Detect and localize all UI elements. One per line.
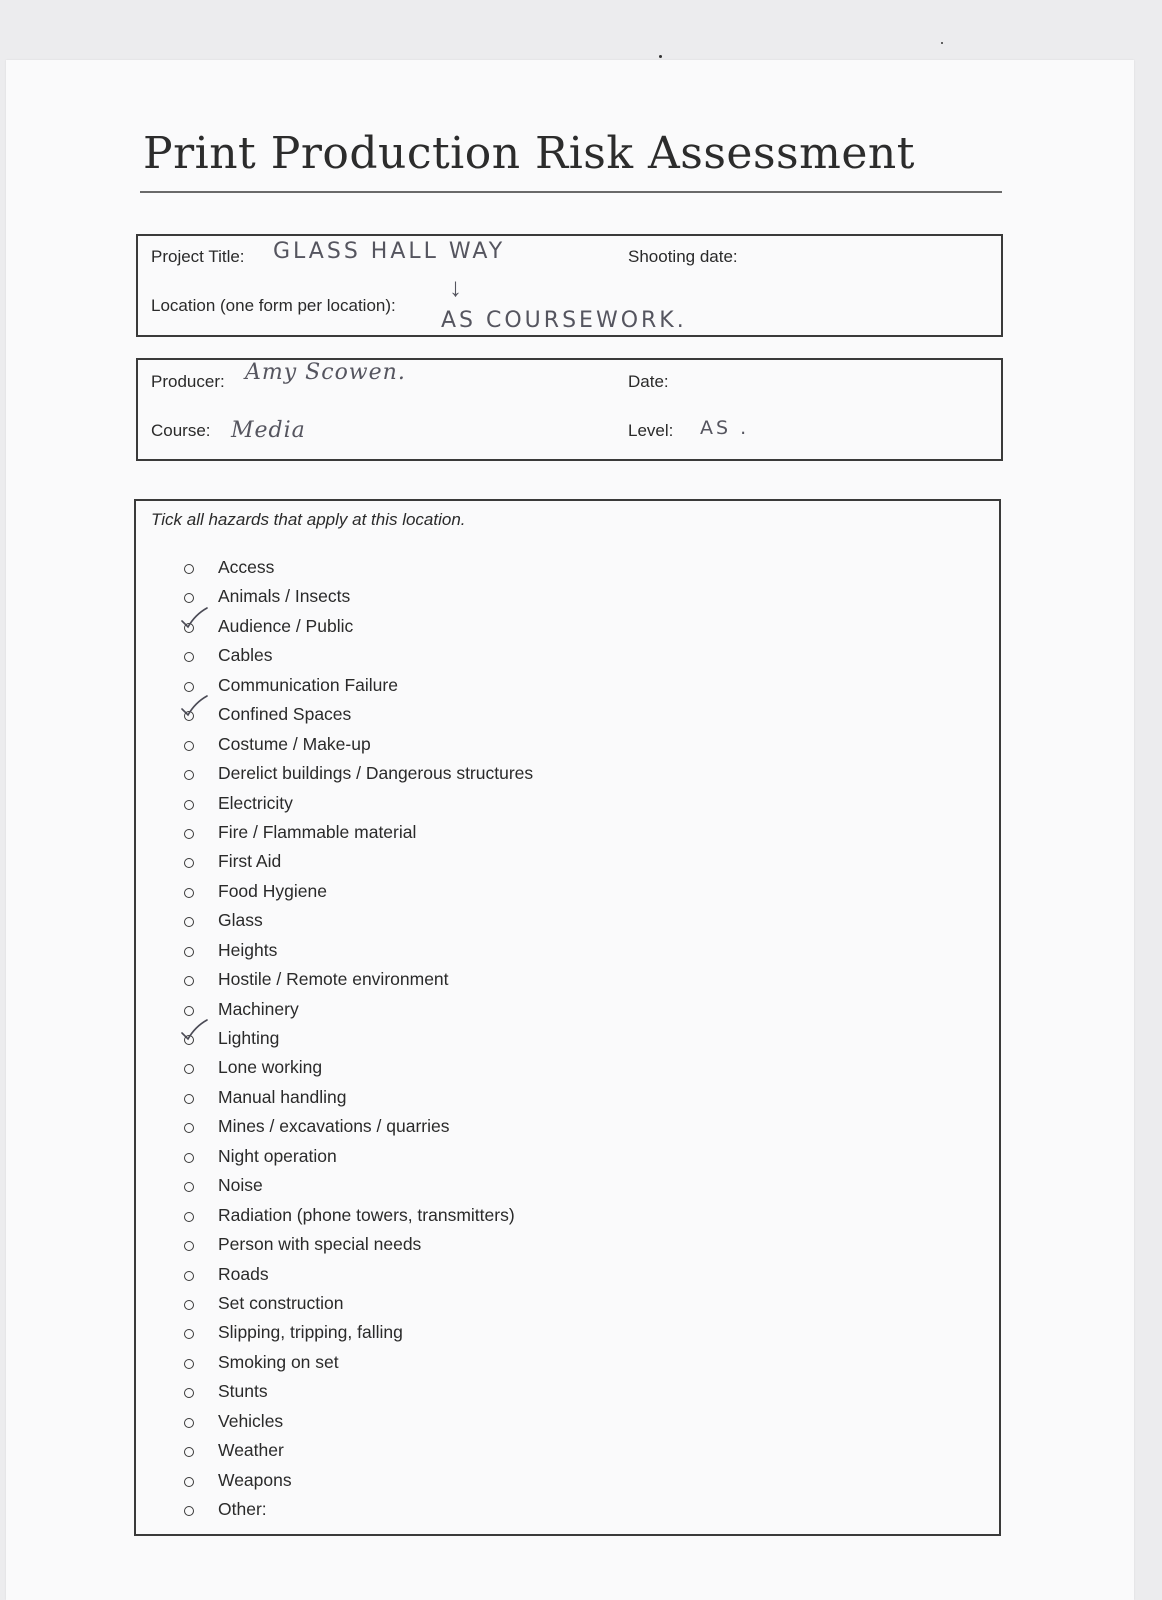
hazard-label: Weather <box>218 1440 284 1461</box>
hazard-label: Smoking on set <box>218 1351 339 1372</box>
location-label: Location (one form per location): <box>151 296 396 315</box>
checkbox-circle-icon[interactable] <box>184 1418 194 1428</box>
checkbox-circle-icon[interactable] <box>184 800 194 810</box>
hazard-label: Access <box>218 557 275 577</box>
checkmark-icon <box>180 694 208 718</box>
checkbox-circle-icon[interactable] <box>184 1477 194 1487</box>
hazard-label: Communication Failure <box>218 674 398 695</box>
checkbox-circle-icon[interactable] <box>184 888 194 898</box>
checkbox-circle-icon[interactable] <box>184 1153 194 1163</box>
checkbox-circle-icon[interactable] <box>184 1271 194 1281</box>
hazard-label: Confined Spaces <box>218 704 352 725</box>
checkbox-circle-icon[interactable] <box>184 1006 194 1016</box>
checkmark-icon <box>180 1018 208 1042</box>
arrow-down-icon: ↓ <box>449 272 462 302</box>
hazard-label: Glass <box>218 910 263 931</box>
hazard-label: Food Hygiene <box>218 880 327 901</box>
checkbox-circle-icon[interactable] <box>184 682 194 692</box>
hazard-label: First Aid <box>218 851 282 872</box>
hazard-label: Weapons <box>218 1469 292 1490</box>
hazard-label: Fire / Flammable material <box>218 821 417 842</box>
hazard-label: Vehicles <box>218 1410 284 1431</box>
checkbox-circle-icon[interactable] <box>184 947 194 957</box>
course-label: Course: <box>151 421 211 440</box>
hazard-label: Costume / Make-up <box>218 733 371 754</box>
hazard-label: Slipping, tripping, falling <box>218 1322 403 1343</box>
hazard-label: Mines / excavations / quarries <box>218 1116 450 1137</box>
hazard-label: Night operation <box>218 1145 337 1166</box>
checkmark-icon <box>180 606 208 630</box>
location-value[interactable]: AS COURSEWORK. <box>441 308 687 333</box>
hazard-label: Stunts <box>218 1381 268 1402</box>
hazard-label: Noise <box>218 1175 263 1196</box>
hazard-label: Electricity <box>218 792 293 813</box>
title-divider <box>140 191 1002 193</box>
course-value[interactable]: Media <box>231 418 306 443</box>
checkbox-circle-icon[interactable] <box>184 1300 194 1310</box>
checkbox-circle-icon[interactable] <box>184 1241 194 1251</box>
checkbox-circle-icon[interactable] <box>184 1094 194 1104</box>
hazard-label: Roads <box>218 1263 269 1284</box>
checkbox-circle-icon[interactable] <box>184 770 194 780</box>
hazard-label: Animals / Insects <box>218 586 351 607</box>
shooting-date-label: Shooting date: <box>628 247 738 266</box>
hazard-label: Audience / Public <box>218 615 354 636</box>
checkbox-circle-icon[interactable] <box>184 1359 194 1369</box>
producer-value[interactable]: Amy Scowen. <box>245 360 406 385</box>
page-title: Print Production Risk Assessment <box>143 128 915 179</box>
hazard-label: Set construction <box>218 1292 344 1313</box>
hazard-label: Radiation (phone towers, transmitters) <box>218 1204 515 1225</box>
level-label: Level: <box>628 421 674 440</box>
hazard-label: Person with special needs <box>218 1234 422 1255</box>
checkbox-circle-icon[interactable] <box>184 1506 194 1516</box>
hazard-label: Lone working <box>218 1057 323 1078</box>
hazard-label: Hostile / Remote environment <box>218 969 449 990</box>
checkbox-circle-icon[interactable] <box>184 1212 194 1222</box>
hazard-label: Heights <box>218 939 278 960</box>
hazards-instruction: Tick all hazards that apply at this location. <box>151 510 466 529</box>
date-label: Date: <box>628 372 669 391</box>
checkbox-circle-icon[interactable] <box>184 829 194 839</box>
hazard-label: Other: <box>218 1499 267 1519</box>
hazard-label: Machinery <box>218 998 299 1019</box>
hazard-label: Cables <box>218 645 273 666</box>
project-title-label: Project Title: <box>151 247 245 266</box>
hazard-label: Manual handling <box>218 1086 347 1107</box>
hazard-label: Lighting <box>218 1028 280 1048</box>
hazard-label: Derelict buildings / Dangerous structures <box>218 763 534 784</box>
level-value[interactable]: AS . <box>700 417 750 439</box>
project-title-value[interactable]: GLASS HALL WAY <box>273 239 506 264</box>
checkbox-circle-icon[interactable] <box>184 741 194 751</box>
paper-speck <box>941 42 943 44</box>
producer-label: Producer: <box>151 372 225 391</box>
checkbox-circle-icon[interactable] <box>184 564 194 574</box>
paper-speck <box>659 55 662 58</box>
